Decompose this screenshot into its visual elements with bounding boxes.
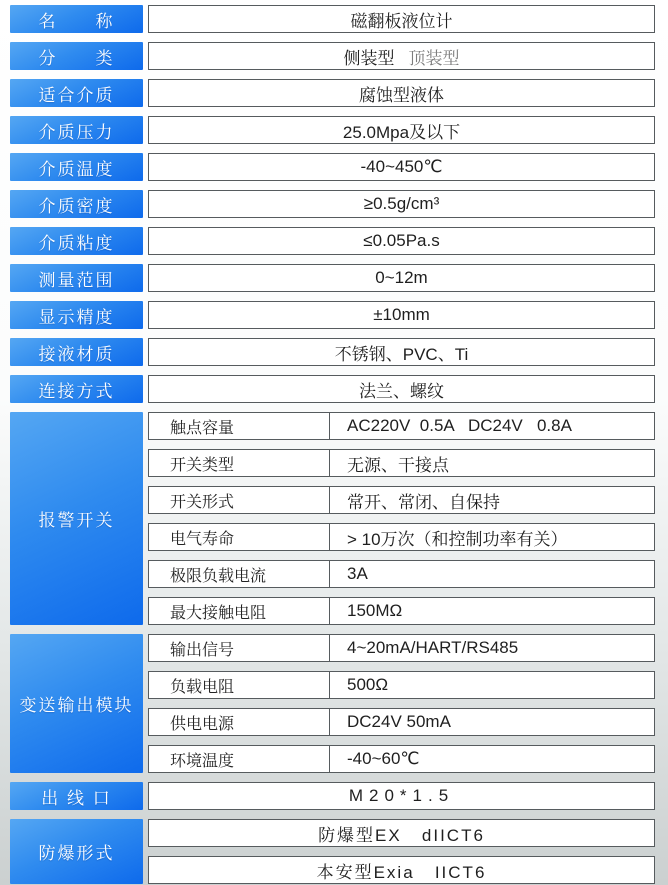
group-row	[148, 856, 655, 884]
row-label: 出 线 口	[10, 782, 143, 810]
sub-value: 无源、干接点	[347, 455, 449, 475]
sub-label: 负载电阻	[149, 672, 330, 698]
row-value-cell	[148, 153, 655, 181]
row-label: 介质粘度	[10, 227, 143, 255]
group-row	[148, 819, 655, 847]
row-label: 名 称	[10, 5, 143, 33]
explosion-type-value: 本安型Exia IICT6	[316, 862, 487, 882]
sub-label: 开关形式	[149, 487, 330, 513]
category-primary: 侧装型	[343, 48, 395, 68]
group-row	[148, 597, 655, 625]
row-value: 25.0Mpa及以下	[342, 122, 461, 142]
row-label: 介质压力	[10, 116, 143, 144]
spec-row-temperature	[10, 153, 668, 181]
row-label: 适合介质	[10, 79, 143, 107]
row-value-cell	[148, 190, 655, 218]
row-value: -40~450℃	[360, 157, 443, 176]
row-label: 介质温度	[10, 153, 143, 181]
row-value-cell	[148, 338, 655, 366]
group-row	[148, 708, 655, 736]
sub-label: 触点容量	[149, 413, 330, 439]
spec-row-range	[10, 264, 668, 292]
sub-label: 开关类型	[149, 450, 330, 476]
row-value-cell	[148, 375, 655, 403]
row-value-cell	[148, 264, 655, 292]
row-label: 显示精度	[10, 301, 143, 329]
row-value: 法兰、螺纹	[359, 381, 444, 401]
group-label: 报警开关	[10, 412, 143, 625]
spec-row-wetted-material	[10, 338, 668, 366]
row-label: 连接方式	[10, 375, 143, 403]
row-value: M20*1.5	[348, 786, 455, 805]
alarm-switch-group	[10, 412, 668, 625]
spec-row-density	[10, 190, 668, 218]
row-value-cell	[148, 79, 655, 107]
sub-label: 最大接触电阻	[149, 598, 330, 624]
group-row	[148, 745, 655, 773]
sub-value: > 10万次（和控制功率有关）	[347, 529, 568, 549]
category-secondary: 顶装型	[408, 48, 460, 68]
explosion-proof-group	[10, 819, 668, 884]
row-label: 接液材质	[10, 338, 143, 366]
group-row	[148, 449, 655, 477]
row-value-cell	[148, 301, 655, 329]
sub-value: AC220V 0.5A DC24V 0.8A	[347, 416, 572, 435]
sub-label: 供电电源	[149, 709, 330, 735]
sub-label: 电气寿命	[149, 524, 330, 550]
spec-row-connection	[10, 375, 668, 403]
sub-value: -40~60℃	[347, 749, 420, 768]
sub-value: 常开、常闭、自保持	[347, 492, 500, 512]
sub-value: DC24V 50mA	[347, 712, 451, 731]
explosion-type-value: 防爆型EX dIICT6	[318, 825, 485, 845]
row-value-cell	[148, 5, 655, 33]
row-label: 介质密度	[10, 190, 143, 218]
row-value: 0~12m	[375, 268, 428, 287]
row-value-cell	[148, 116, 655, 144]
spec-row-viscosity	[10, 227, 668, 255]
group-row	[148, 634, 655, 662]
group-row	[148, 486, 655, 514]
transmitter-module-group	[10, 634, 668, 773]
row-label: 分 类	[10, 42, 143, 70]
row-value: 腐蚀型液体	[359, 85, 444, 105]
row-value: ≤0.05Pa.s	[363, 231, 440, 250]
row-label: 测量范围	[10, 264, 143, 292]
spec-row-category	[10, 42, 668, 70]
spec-row-pressure	[10, 116, 668, 144]
row-value: 磁翻板液位计	[350, 11, 453, 31]
row-value: 不锈钢、PVC、Ti	[334, 344, 469, 364]
row-value-cell	[148, 227, 655, 255]
sub-value: 3A	[347, 564, 368, 583]
row-value: ±10mm	[373, 305, 430, 324]
spec-row-name	[10, 5, 668, 33]
sub-label: 环境温度	[149, 746, 330, 772]
sub-value: 4~20mA/HART/RS485	[347, 638, 519, 657]
sub-label: 极限负载电流	[149, 561, 330, 587]
sub-label: 输出信号	[149, 635, 330, 661]
group-label: 变送输出模块	[10, 634, 143, 773]
group-row	[148, 560, 655, 588]
spec-row-medium	[10, 79, 668, 107]
row-value-cell	[148, 42, 655, 70]
row-value-cell	[148, 782, 655, 810]
spec-row-accuracy	[10, 301, 668, 329]
group-row	[148, 523, 655, 551]
group-row	[148, 412, 655, 440]
sub-value: 500Ω	[347, 675, 389, 694]
row-value: ≥0.5g/cm³	[363, 194, 440, 213]
group-label: 防爆形式	[10, 819, 143, 884]
group-row	[148, 671, 655, 699]
sub-value: 150MΩ	[347, 601, 403, 620]
spec-row-cable-outlet	[10, 782, 668, 810]
